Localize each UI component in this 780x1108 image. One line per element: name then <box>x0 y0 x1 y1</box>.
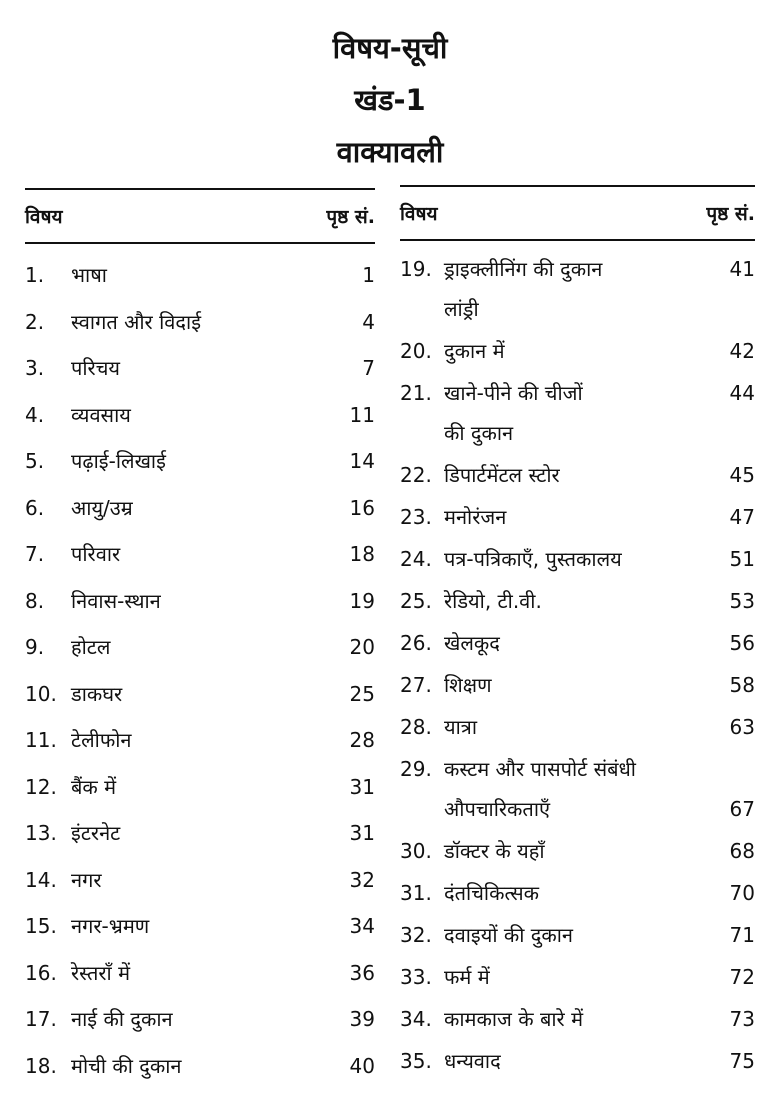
divider <box>25 242 375 244</box>
entry-title-line: खेलकूद <box>444 631 500 655</box>
entry-title <box>444 455 705 495</box>
entry-page-number: 36 <box>349 960 375 985</box>
entry-page-number: 47 <box>729 505 755 529</box>
toc-entry[interactable] <box>400 873 755 913</box>
entry-title <box>444 1041 705 1081</box>
entry-title-line: खाने-पीने की चीजों <box>444 381 583 405</box>
toc-entry[interactable] <box>400 707 755 747</box>
entry-title <box>444 915 705 955</box>
entry-title <box>71 392 325 439</box>
toc-entry[interactable] <box>400 915 755 955</box>
entry-number: 15. <box>25 914 57 938</box>
entry-number: 16. <box>25 960 57 985</box>
entry-title <box>71 624 325 671</box>
entry-title <box>444 831 705 871</box>
entry-page-number: 67 <box>729 797 755 821</box>
page-heading: पृष्ठ सं. <box>326 206 375 228</box>
toc-entry[interactable] <box>25 810 375 857</box>
entry-title-line: होटल <box>71 635 111 659</box>
entry-number: 9. <box>25 635 45 659</box>
entry-number: 13. <box>25 821 57 845</box>
toc-entry[interactable] <box>25 299 375 346</box>
entry-title <box>444 749 705 829</box>
entry-page-number: 32 <box>349 867 375 892</box>
entry-title <box>71 810 325 857</box>
toc-entry[interactable] <box>25 857 375 904</box>
entry-title <box>71 857 325 904</box>
entry-number: 25. <box>400 589 432 613</box>
entry-title-line: फर्म में <box>444 965 490 989</box>
entry-title <box>444 581 705 621</box>
entry-title-line: व्यवसाय <box>71 402 131 427</box>
toc-entry[interactable] <box>400 665 755 705</box>
entry-title <box>444 623 705 663</box>
toc-entry[interactable] <box>25 671 375 718</box>
entry-page-number: 53 <box>729 589 755 613</box>
entry-title <box>71 903 325 950</box>
entry-page-number: 63 <box>729 715 755 739</box>
entry-number: 24. <box>400 547 432 571</box>
toc-entry[interactable] <box>400 497 755 537</box>
entry-page-number: 39 <box>349 1007 375 1031</box>
page-heading: पृष्ठ सं. <box>706 203 755 225</box>
entry-page-number: 31 <box>349 821 375 845</box>
entry-title <box>71 578 325 625</box>
entry-title <box>71 485 325 532</box>
entry-title-line: डॉक्टर के यहाँ <box>444 839 545 863</box>
entry-number: 19. <box>400 257 432 281</box>
entry-page-number: 68 <box>729 839 755 863</box>
entry-title <box>444 373 705 453</box>
entry-page-number: 25 <box>349 681 375 706</box>
entry-title <box>71 531 325 578</box>
entry-number: 3. <box>25 356 45 380</box>
entry-title <box>71 764 325 811</box>
entry-title-line: मोची की दुकान <box>71 1053 182 1078</box>
entry-title <box>71 299 325 346</box>
toc-entry[interactable] <box>25 531 375 578</box>
entry-page-number: 40 <box>349 1053 375 1078</box>
entry-title-line: पढ़ाई-लिखाई <box>71 449 166 473</box>
page-header <box>0 22 780 178</box>
divider <box>400 239 755 241</box>
entry-page-number: 18 <box>349 542 375 566</box>
column-header <box>25 190 375 242</box>
entry-page-number: 51 <box>729 547 755 571</box>
entry-number: 32. <box>400 923 432 947</box>
entry-title <box>71 717 325 764</box>
entry-number: 6. <box>25 495 45 520</box>
entry-title <box>71 345 325 392</box>
entry-number: 14. <box>25 867 57 892</box>
toc-entry[interactable] <box>400 623 755 663</box>
entry-page-number: 19 <box>349 588 375 613</box>
entry-title-line: रेडियो, टी.वी. <box>444 589 542 613</box>
toc-entry[interactable] <box>400 539 755 579</box>
entry-title <box>71 950 325 997</box>
entry-number: 33. <box>400 965 432 989</box>
entry-title-line: डाकघर <box>71 681 123 706</box>
entry-title <box>444 873 705 913</box>
entry-number: 27. <box>400 673 432 697</box>
entry-title-line: आयु/उम्र <box>71 495 133 520</box>
entry-number: 12. <box>25 774 57 799</box>
entry-title-line: लांड्री <box>444 297 479 321</box>
toc-entry[interactable] <box>400 455 755 495</box>
entry-page-number: 44 <box>729 381 755 405</box>
entry-page-number: 34 <box>349 914 375 938</box>
toc-entry[interactable] <box>25 485 375 532</box>
toc-entry[interactable] <box>25 996 375 1043</box>
entry-title-line: रेस्तराँ में <box>71 960 131 985</box>
entry-number: 20. <box>400 339 432 363</box>
entry-number: 18. <box>25 1053 57 1078</box>
entry-title <box>71 671 325 718</box>
entry-page-number: 56 <box>729 631 755 655</box>
toc-entry[interactable] <box>400 249 755 329</box>
entry-title <box>444 707 705 747</box>
entry-page-number: 72 <box>729 965 755 989</box>
entry-number: 1. <box>25 263 45 287</box>
entry-page-number: 58 <box>729 673 755 697</box>
entry-title <box>71 996 325 1043</box>
toc-list <box>400 249 755 1081</box>
entry-title-line: पत्र-पत्रिकाएँ, पुस्तकालय <box>444 547 622 571</box>
toc-entry[interactable] <box>25 624 375 671</box>
toc-entry[interactable] <box>400 957 755 997</box>
toc-column-left <box>25 188 375 1089</box>
entry-title-line: दवाइयों की दुकान <box>444 923 574 947</box>
toc-entry[interactable] <box>25 903 375 950</box>
entry-title-line: स्वागत और विदाई <box>71 309 202 334</box>
toc-entry[interactable] <box>400 331 755 371</box>
toc-entry[interactable] <box>400 581 755 621</box>
entry-number: 26. <box>400 631 432 655</box>
entry-title-line: यात्रा <box>444 715 477 739</box>
toc-column-right <box>400 185 755 1083</box>
entry-number: 34. <box>400 1007 432 1031</box>
entry-title <box>444 249 705 329</box>
entry-title-line: औपचारिकताएँ <box>444 797 551 821</box>
entry-title <box>444 497 705 537</box>
page-title: विषय-सूची <box>332 31 448 65</box>
column-header <box>400 187 755 239</box>
entry-title-line: टेलीफोन <box>71 728 132 752</box>
entry-page-number: 20 <box>349 635 375 659</box>
entry-page-number: 11 <box>349 402 375 427</box>
entry-number: 11. <box>25 728 57 752</box>
entry-title-line: दुकान में <box>444 339 505 363</box>
entry-number: 17. <box>25 1007 57 1031</box>
entry-title-line: परिवार <box>71 542 121 566</box>
section-title: खंड-1 <box>354 83 426 117</box>
toc-entry[interactable] <box>400 373 755 453</box>
entry-title-line: नाई की दुकान <box>71 1007 173 1031</box>
toc-entry[interactable] <box>25 578 375 625</box>
entry-title <box>71 438 325 485</box>
toc-entry[interactable] <box>400 999 755 1039</box>
entry-title-line: दंतचिकित्सक <box>444 881 540 905</box>
toc-entry[interactable] <box>25 717 375 764</box>
toc-entry[interactable] <box>25 345 375 392</box>
entry-title <box>71 1043 325 1090</box>
entry-number: 7. <box>25 542 45 566</box>
entry-title-line: कस्टम और पासपोर्ट संबंधी <box>444 757 636 781</box>
entry-page-number: 71 <box>729 923 755 947</box>
entry-title-line: की दुकान <box>444 421 514 445</box>
entry-title-line: धन्यवाद <box>444 1049 501 1073</box>
entry-title-line: कामकाज के बारे में <box>444 1007 584 1031</box>
entry-number: 22. <box>400 463 432 487</box>
entry-number: 29. <box>400 757 432 781</box>
entry-page-number: 16 <box>349 495 375 520</box>
entry-title-line: नगर <box>71 867 102 892</box>
entry-page-number: 41 <box>729 257 755 281</box>
entry-number: 35. <box>400 1049 432 1073</box>
entry-page-number: 14 <box>349 449 375 473</box>
entry-number: 4. <box>25 402 45 427</box>
entry-title-line: भाषा <box>71 263 107 287</box>
entry-number: 21. <box>400 381 432 405</box>
entry-title-line: निवास-स्थान <box>71 588 161 613</box>
toc-entry[interactable] <box>25 392 375 439</box>
entry-title-line: ड्राइक्लीनिंग की दुकान <box>444 257 603 281</box>
entry-page-number: 31 <box>349 774 375 799</box>
entry-page-number: 70 <box>729 881 755 905</box>
entry-page-number: 28 <box>349 728 375 752</box>
entry-title <box>71 252 325 299</box>
toc-entry[interactable] <box>25 764 375 811</box>
entry-page-number: 42 <box>729 339 755 363</box>
entry-title <box>444 999 705 1039</box>
entry-title-line: शिक्षण <box>444 673 492 697</box>
toc-entry[interactable] <box>25 950 375 997</box>
entry-title <box>444 957 705 997</box>
entry-title <box>444 331 705 371</box>
toc-entry[interactable] <box>25 438 375 485</box>
entry-title <box>444 665 705 705</box>
entry-number: 30. <box>400 839 432 863</box>
entry-title <box>444 539 705 579</box>
entry-number: 5. <box>25 449 45 473</box>
entry-number: 2. <box>25 309 45 334</box>
subject-heading: विषय <box>25 206 63 228</box>
toc-entry[interactable] <box>25 1043 375 1090</box>
entry-title-line: मनोरंजन <box>444 505 507 529</box>
toc-list <box>25 252 375 1089</box>
toc-entry[interactable] <box>400 749 755 829</box>
entry-page-number: 75 <box>729 1049 755 1073</box>
entry-number: 8. <box>25 588 45 613</box>
entry-title-line: परिचय <box>71 356 121 380</box>
entry-number: 23. <box>400 505 432 529</box>
entry-page-number: 7 <box>362 356 375 380</box>
entry-page-number: 1 <box>362 263 375 287</box>
entry-title-line: इंटरनेट <box>71 821 121 845</box>
entry-title-line: डिपार्टमेंटल स्टोर <box>444 463 560 487</box>
entry-page-number: 45 <box>729 463 755 487</box>
entry-number: 28. <box>400 715 432 739</box>
entry-title-line: नगर-भ्रमण <box>71 914 150 938</box>
entry-title-line: बैंक में <box>71 774 117 799</box>
entry-page-number: 73 <box>729 1007 755 1031</box>
toc-entry[interactable] <box>400 831 755 871</box>
subject-heading: विषय <box>400 203 438 225</box>
section-subtitle: वाक्यावली <box>336 135 444 169</box>
entry-number: 31. <box>400 881 432 905</box>
entry-page-number: 4 <box>362 309 375 334</box>
toc-entry[interactable] <box>25 252 375 299</box>
entry-number: 10. <box>25 681 57 706</box>
toc-entry[interactable] <box>400 1041 755 1081</box>
